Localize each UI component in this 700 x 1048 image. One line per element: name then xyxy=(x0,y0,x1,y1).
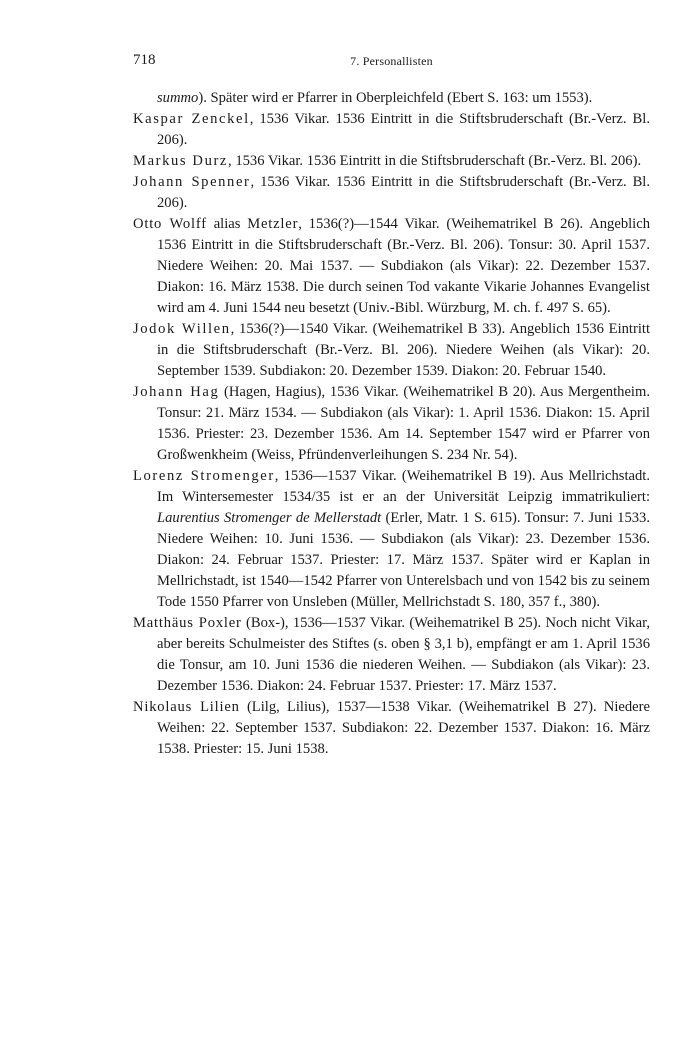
entry-alias-name: Metzler xyxy=(247,216,299,232)
entry-otto-wolff xyxy=(133,214,650,319)
running-head: 7. Personallisten xyxy=(350,54,433,68)
entry-continuation xyxy=(133,88,650,109)
entry-name: Nikolaus Lilien xyxy=(133,699,240,715)
entry-markus-durz xyxy=(133,151,650,172)
entry-text: (Lilg, Lilius), 1537—1538 Vikar. (Weihematrikel B 27). Niedere Weihen: 22. September 1537. Subdiakon: 22. Dezember 1537. Diakon: 16. März 1538. Priester: 15. Juni 1538. xyxy=(157,699,650,757)
entry-matthaeus-poxler xyxy=(133,613,650,697)
entry-name: Markus Durz xyxy=(133,153,229,169)
entry-text: , 1536 Vikar. 1536 Eintritt in die Stiftsbruderschaft (Br.-Verz. Bl. 206). xyxy=(157,174,651,211)
entry-name: Kaspar Zenckel xyxy=(133,111,250,127)
page-header xyxy=(133,52,650,74)
person-list xyxy=(133,88,650,760)
entry-name: Lorenz Stromenger xyxy=(133,468,275,484)
entry-name: Jodok Willen xyxy=(133,321,231,337)
page-number: 718 xyxy=(133,52,156,68)
entry-text: (Box-), 1536—1537 Vikar. (Weihematrikel B 25). Noch nicht Vikar, aber bereits Schulmeister des Stiftes (s. oben § 3,1 b), empfängt er am 1. April 1536 die Tonsur, am 10. Juni 1536 die niederen Weihen. — Subdiakon (als Vikar): 23. Dezember 1536. Diakon: 24. Februar 1537. Priester: 17. März 1537. xyxy=(157,615,650,694)
entry-text: , 1536 Vikar. 1536 Eintritt in die Stiftsbruderschaft (Br.-Verz. Bl. 206). xyxy=(157,111,650,148)
entry-name: Johann Hag xyxy=(133,384,220,400)
entry-text: (Erler, Matr. 1 S. 615). Tonsur: 7. Juni 1533. Niedere Weihen: 10. Juni 1536. — Subdiakon (als Vikar): 23. Dezember 1536. Diakon: 24. Februar 1537. Priester: 17. März 1537. Später wird er Kaplan in Mellrichstadt, ist 1540—1542 Pfarrer von Unterelsbach und von 1542 bis zu seinem Tode 1550 Pfarrer von Unsleben (Müller, Mellrichstadt S. 180, 357 f., 380). xyxy=(157,510,651,610)
entry-text: ). Später wird er Pfarrer in Oberpleichfeld (Ebert S. 163: um 1553). xyxy=(198,90,593,106)
entry-kaspar-zenckel xyxy=(133,109,650,151)
entry-nikolaus-lilien xyxy=(133,697,650,760)
entry-text: (Hagen, Hagius), 1536 Vikar. (Weihematrikel B 20). Aus Mergentheim. Tonsur: 21. März 1534. — Subdiakon (als Vikar): 1. April 1536. Diakon: 15. April 1536. Priester: 23. Dezember 1536. Am 14. September 1547 wird er Pfarrer von Großwenkheim (Weiss, Pfründenverleihungen S. 234 Nr. 54). xyxy=(157,384,650,463)
entry-lorenz-stromenger xyxy=(133,466,650,613)
entry-text: , 1536—1537 Vikar. (Weihematrikel B 19). Aus Mellrichstadt. Im Wintersemester 1534/35 ist er an der Universität Leipzig immatrikuliert: xyxy=(157,468,650,505)
entry-alias-word: alias xyxy=(206,216,248,232)
entry-name: Matthäus Poxler xyxy=(133,615,242,631)
entry-johann-spenner xyxy=(133,172,650,214)
entry-text: , 1536 Vikar. 1536 Eintritt in die Stiftsbruderschaft (Br.-Verz. Bl. 206). xyxy=(228,153,642,169)
entry-name: Otto Wolff xyxy=(133,216,207,232)
entry-name: Johann Spenner xyxy=(133,174,251,190)
entry-italic-lead: summo xyxy=(157,90,199,106)
entry-text: , 1536(?)—1540 Vikar. (Weihematrikel B 33). Angeblich 1536 Eintritt in die Stiftsbruderschaft (Br.-Verz. Bl. 206). Niedere Weihen (als Vikar): 20. September 1539. Subdiakon: 20. Dezember 1539. Diakon: 20. Februar 1540. xyxy=(157,321,650,379)
entry-italic-citation: Laurentius Stromenger de Mellerstadt xyxy=(157,510,382,526)
entry-jodok-willen xyxy=(133,319,650,382)
entry-johann-hag xyxy=(133,382,650,466)
entry-text: , 1536(?)—1544 Vikar. (Weihematrikel B 26). Angeblich 1536 Eintritt in die Stiftsbruderschaft (Br.-Verz. Bl. 206). Tonsur: 30. April 1537. Niedere Weihen: 20. Mai 1537. — Subdiakon (als Vikar): 22. Dezember 1537. Diakon: 16. März 1538. Die durch seinen Tod vakante Vikarie Johannes Evangelist wird am 4. Juni 1544 neu besetzt (Univ.-Bibl. Würzburg, M. ch. f. 497 S. 65). xyxy=(157,216,650,316)
